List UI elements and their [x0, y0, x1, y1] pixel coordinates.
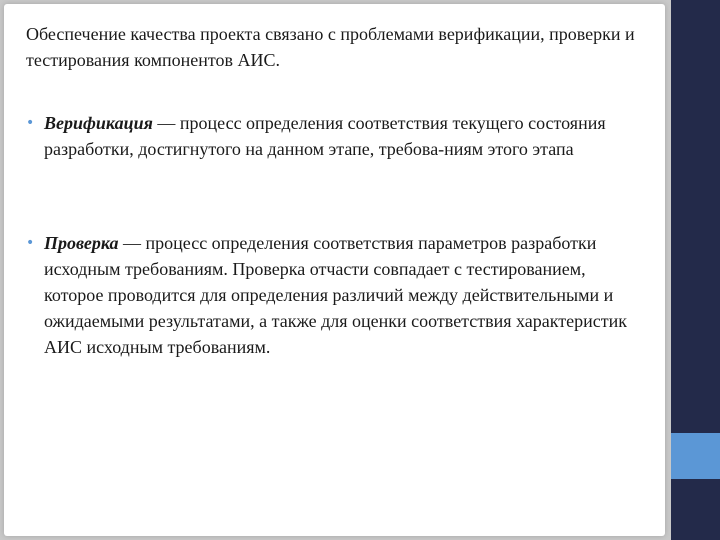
sidebar-accent-block [671, 433, 720, 479]
bullet-term: Проверка [44, 233, 119, 253]
bullet-body [26, 110, 646, 162]
bullet-body [26, 230, 646, 360]
intro-paragraph: Обеспечение качества проекта связано с проблемами верификации, проверки и тестирования компонентов АИС. [26, 24, 635, 70]
bullet-text: — процесс определения соответствия параметров разработки исходным требованиям. Проверка отчасти совпадает с тестированием, которое проводится для определения различий между действительными и ожидаемыми результатами, а также для оценки соответствия характеристик АИС исходным требованиям. [44, 233, 628, 357]
bullet-item-check [26, 230, 646, 360]
bullet-dot-icon: • [26, 115, 35, 131]
bullet-item-verification [26, 110, 646, 162]
bullet-dot-icon: • [26, 235, 35, 251]
bullet-text: — процесс определения соответствия текущего состояния разработки, достигнутого на данном этапе, требова-ниям этого этапа [44, 113, 606, 159]
bullet-term: Верификация [44, 113, 153, 133]
